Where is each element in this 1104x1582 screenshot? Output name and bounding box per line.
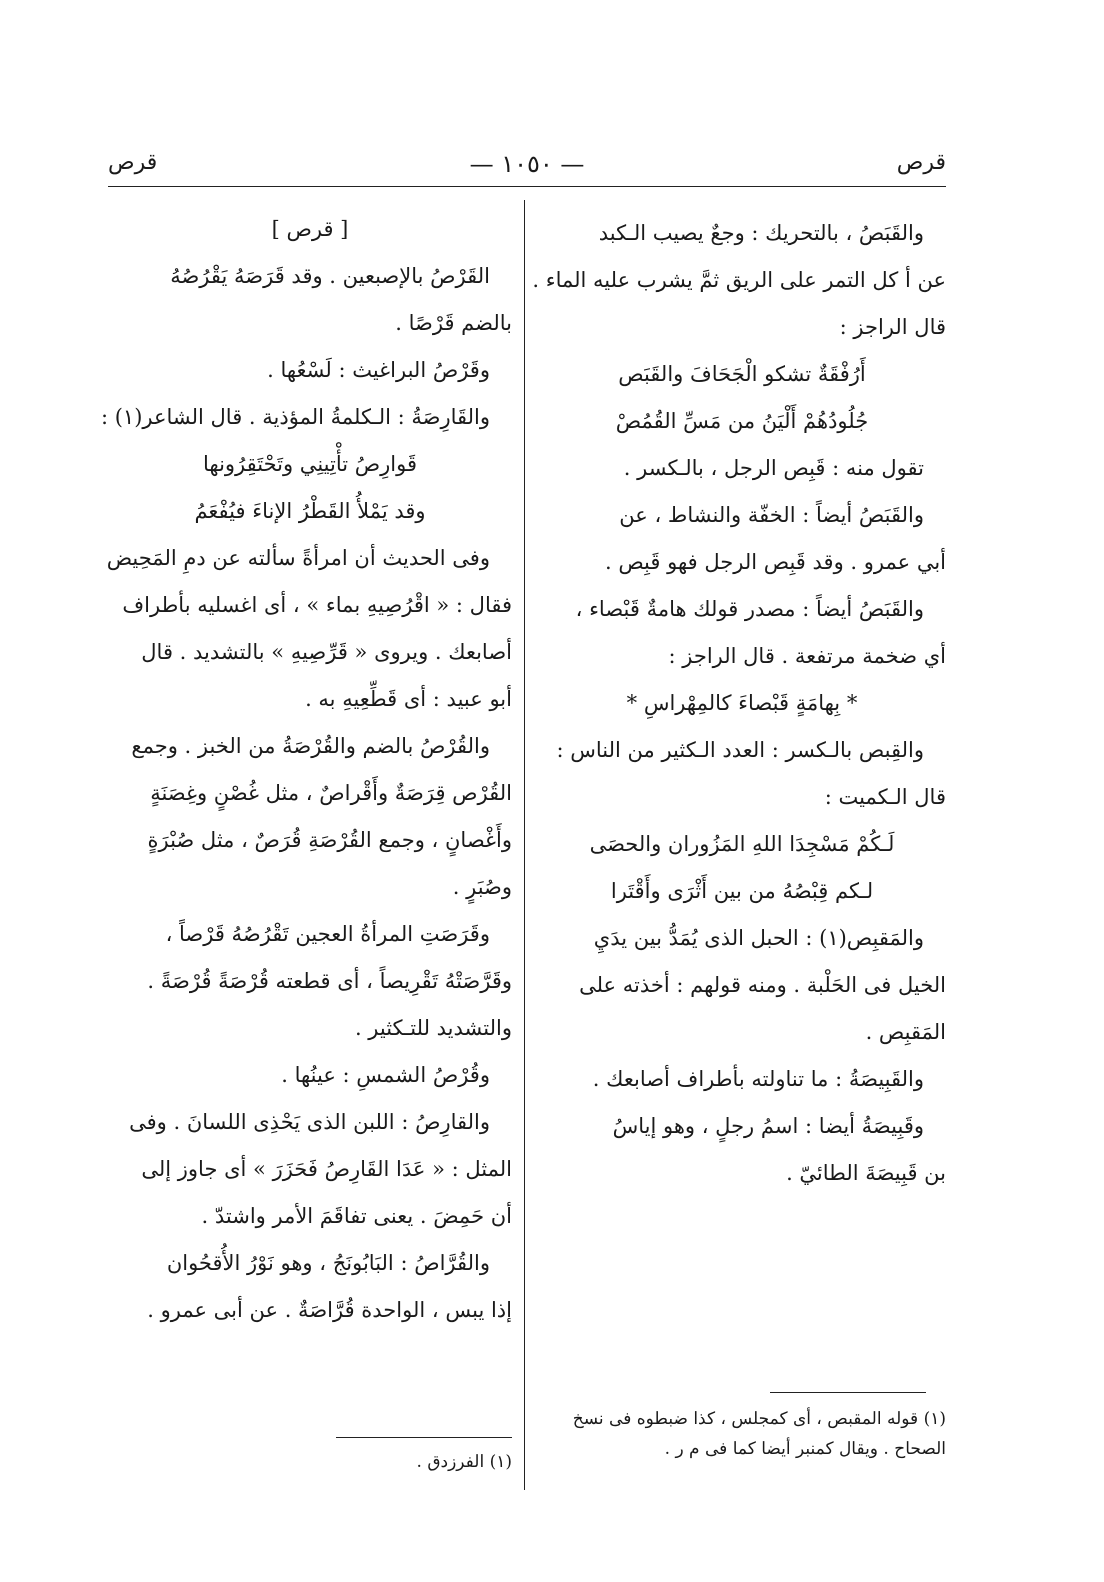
text-line: المثل : « عَدَا القَارِصُ فَحَزَرَ » أى جاوز إلى [141,1157,512,1181]
text-line: وأَغْصانٍ ، وجمع القُرْصَةِ قُرَصٌ ، مثل صُبْرَةٍ [147,828,512,852]
text-line: جُلُودُهُمْ أَلْيَنُ من مَسِّ القُمُصْ [615,409,869,433]
text-line: الخيل فى الحَلْبة . ومنه قولهم : أخذته على [579,973,946,997]
text-line: والقَبَصُ أيضاً : الخفّة والنشاط ، عن [619,503,924,527]
text-line: وقُرْصُ الشمسِ : عينُها . [281,1063,490,1087]
text-line: أبي عمرو . وقد قَبِص الرجل فهو قَبِص . [604,550,946,574]
left-footnote-rule [336,1437,512,1438]
text-line: لَـكُمْ مَسْجِدَا اللهِ المَزُوران والحصَى [589,832,895,856]
text-line: والقُرْصُ بالضم والقُرْصَةُ من الخبز . وجمع [131,734,490,758]
text-line: وصُبَرٍ . [452,875,512,899]
text-line: أن حَمِضَ . يعنى تفاقَمَ الأمر واشتدّ . [201,1204,512,1228]
text-line: والقَبَصُ ، بالتحريك : وجعٌ يصيب الـكبد [598,221,924,245]
right-footnote-rule [770,1392,926,1393]
text-line: والقارِصُ : اللبن الذى يَحْذِى اللسانَ . وفى [129,1110,490,1134]
text-line: وفى الحديث أن امرأةً سألته عن دمِ المَحِيض [106,546,490,570]
text-line: وقَرْصُ البراغيث : لَسْعُها . [267,358,490,382]
text-line: قال الـكميت : [824,785,946,809]
text-line: عن أ كل التمر على الريق ثمَّ يشرب عليه الماء . [532,268,946,292]
header-left-keyword: قرص [108,150,158,175]
text-line: فقال : « اقْرُصِيهِ بماء » ، أى اغسليه بأطراف [122,593,512,617]
column-divider [524,200,525,1490]
page-header [108,150,946,180]
text-line: والمَقبِص(١) : الحبل الذى يُمَدُّ بين يدَيِ [593,926,924,950]
text-line: لـكم قِبْصُهُ من بين أَثْرَى وأَقْتَرا [610,879,874,903]
page-number: — ١٠٥٠ — [469,150,585,178]
text-line: القُرْص قِرَصَةٌ وأَقْراصٌ ، مثل غُصْنٍ وغِصَنَةٍ [150,781,512,805]
text-line: وقد يَمْلأُ القَطْرُ الإناءَ فيُفْعَمُ [194,499,426,523]
text-line: وقَرَصَتِ المرأةُ العجين تَقْرُصُهُ قَرْصاً ، [165,922,490,946]
footnote-line: (١) قوله المقبص ، أى كمجلس ، كذا ضبطوه فى نسخ [572,1409,946,1429]
text-line: والقَبَصُ أيضاً : مصدر قولك هامةٌ قَبْصاء ، [575,597,924,621]
text-line: والقَبِيصَةُ : ما تناولته بأطراف أصابعك . [592,1067,924,1091]
text-line: أَرُفْقَةٌ تشكو الْجَحَافَ والقَبَص [618,362,866,386]
text-line: قَوارِصُ تأْتِينِي وتَحْتَقِرُونها [202,452,418,476]
text-line: [ قرص ] [271,217,349,241]
text-line: أي ضخمة مرتفعة . قال الراجز : [668,644,946,668]
left-footnote [108,1447,512,1477]
text-line: القَرْصُ بالإصبعين . وقد قَرَصَهُ يَقْرُصُهُ [170,264,490,288]
text-line: قال الراجز : [839,315,946,339]
text-line: تقول منه : قَبِص الرجل ، بالـكسر . [623,456,924,480]
text-line: أصابعك . ويروى « قَرِّصِيهِ » بالتشديد . قال [141,640,512,664]
text-line: أبو عبيد : أى قَطِّعِيهِ به . [305,687,512,711]
text-line: إذا يبس ، الواحدة قُرَّاصَةٌ . عن أبى عمرو . [147,1298,512,1322]
right-column [532,210,946,1197]
footnote-line: (١) الفرزدق . [416,1452,512,1472]
text-line: وقَرَّصَتْهُ تَقْرِيصاً ، أى قطعته قُرْصَةً قُرْصَةً . [147,969,512,993]
text-line: والقُرَّاصُ : البَابُونَجُ ، وهو نَوْرُ الأُقحُوان [166,1251,490,1275]
text-line: * بِهامَةٍ قَبْصاءَ كالمِهْراسِ * [626,691,858,715]
text-line: المَقبِص . [865,1020,946,1044]
footnote-line: الصحاح . ويقال كمنبر أيضا كما فى م ر . [664,1439,946,1459]
text-line: بن قَبِيصَةَ الطائيّ . [786,1161,946,1185]
right-footnote [538,1404,946,1464]
text-line: والقَارِصَةُ : الـكلمةُ المؤذية . قال الشاعر(١) : [100,405,490,429]
text-line: بالضم قَرْصًا . [395,311,512,335]
header-right-keyword: قرص [896,150,946,175]
text-line: والتشديد للتـكثير . [354,1016,512,1040]
header-rule [108,186,946,187]
text-line: والقِبص بالـكسر : العدد الـكثير من الناس : [556,738,924,762]
text-line: وقَبِيصَةُ أيضا : اسمُ رجلٍ ، وهو إياسُ [612,1114,924,1138]
left-column [100,206,512,1334]
